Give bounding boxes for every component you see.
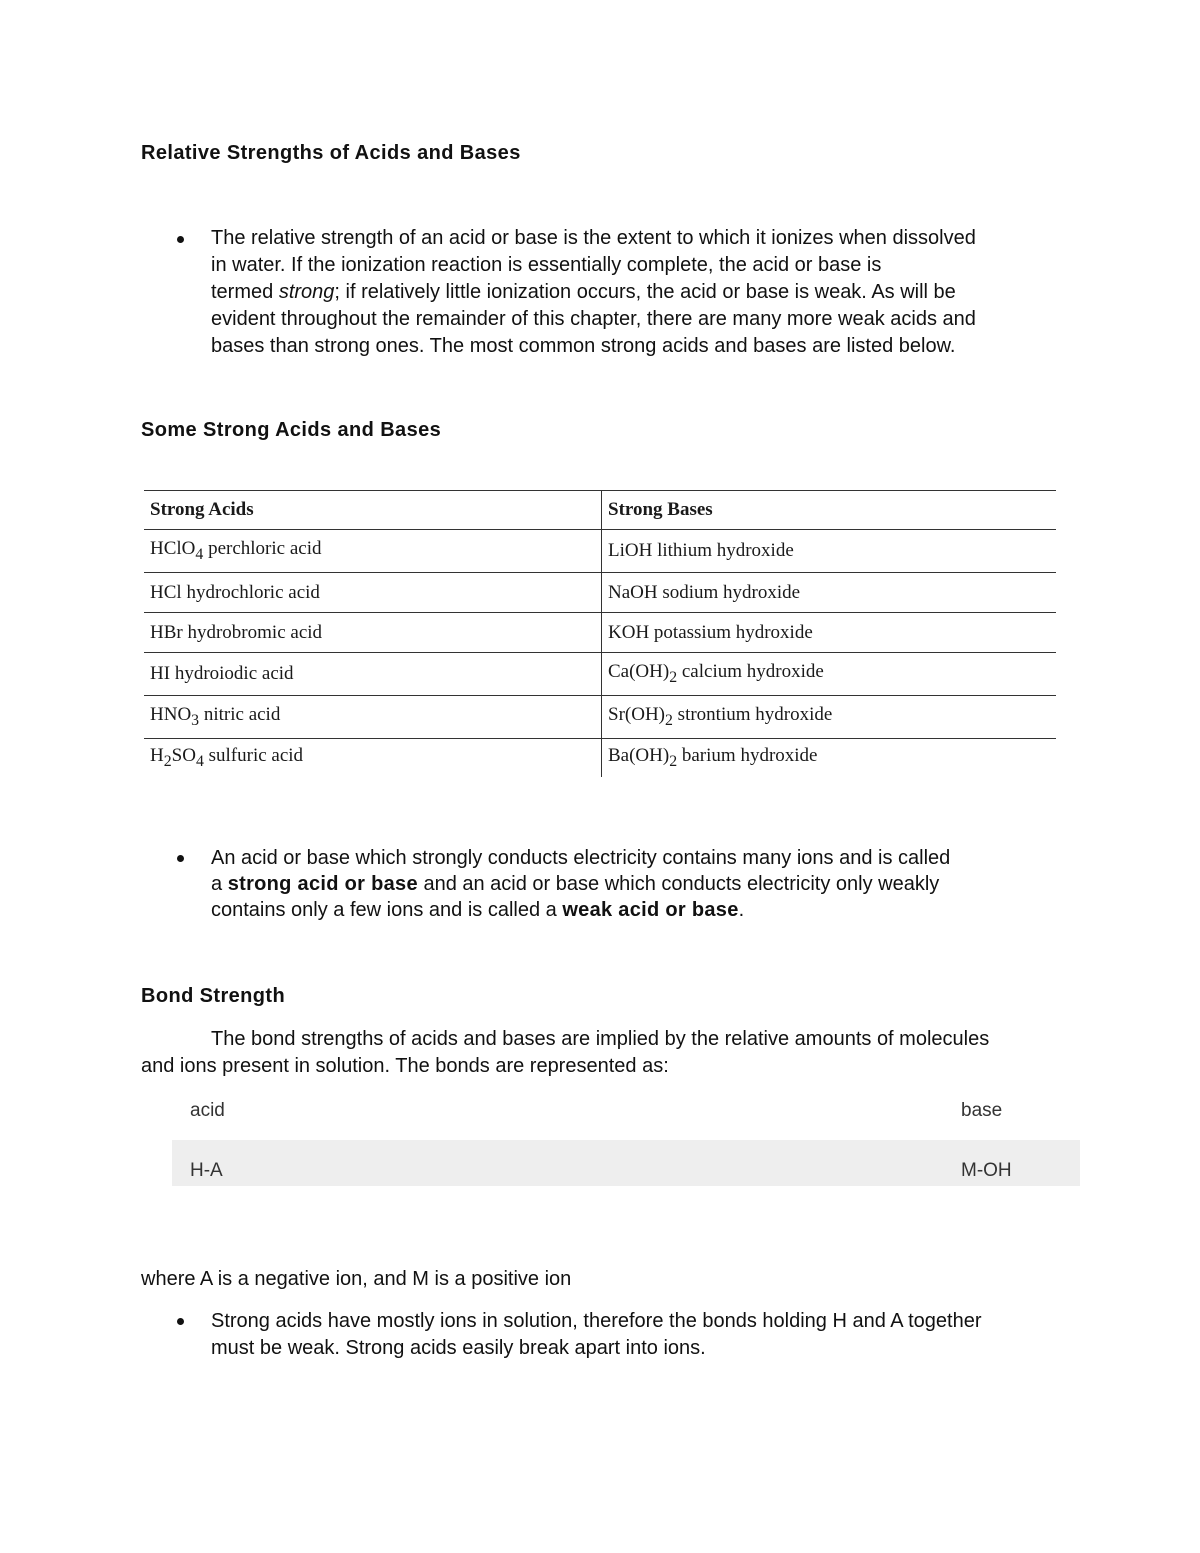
table-row [144, 653, 1056, 696]
subscript: 2 [669, 668, 678, 686]
bond-value-base: M-OH [961, 1160, 1012, 1181]
base-cell [602, 530, 1057, 573]
formula: LiOH [608, 540, 653, 561]
base-cell [602, 739, 1057, 778]
table-row [144, 613, 1056, 653]
bold-weak-acid-or-base: weak acid or base [562, 899, 739, 921]
text-span: termed [211, 281, 279, 303]
acid-cell [144, 573, 602, 613]
bullet-icon [177, 1318, 184, 1325]
text-span: a [211, 873, 228, 895]
text-line: The relative strength of an acid or base is the extent to which it ionizes when dissolved [211, 227, 976, 249]
formula: H [150, 745, 164, 767]
acid-cell [144, 653, 602, 696]
subscript: 4 [195, 545, 204, 563]
compound-name: barium hydroxide [677, 745, 818, 767]
compound-name: perchloric acid [203, 538, 322, 560]
strong-acids-bonds-paragraph [211, 1308, 1111, 1362]
compound-name: nitric acid [199, 704, 281, 726]
text-line: must be weak. Strong acids easily break apart into ions. [211, 1337, 706, 1359]
compound-name: hydrobromic acid [182, 621, 323, 643]
section-title-relative-strengths: Relative Strengths of Acids and Bases [141, 142, 521, 164]
text-span: contains only a few ions and is called a [211, 899, 563, 921]
subscript: 2 [163, 752, 172, 770]
acid-cell [144, 530, 602, 573]
text-line: Strong acids have mostly ions in solution, therefore the bonds holding H and A together [211, 1310, 982, 1332]
base-cell [602, 613, 1057, 653]
header-strong-acids: Strong Acids [144, 491, 602, 530]
text-span: and an acid or base which conducts electricity only weakly [417, 873, 940, 895]
acid-cell [144, 739, 602, 778]
subscript: 2 [669, 752, 678, 770]
subscript: 3 [191, 711, 200, 729]
compound-name: potassium hydroxide [649, 621, 813, 643]
acid-cell [144, 696, 602, 739]
text-line: evident throughout the remainder of this chapter, there are many more weak acids and [211, 308, 976, 330]
compound-name: hydroiodic acid [170, 663, 294, 684]
text-line: bases than strong ones. The most common strong acids and bases are listed below. [211, 335, 956, 357]
text-line: in water. If the ionization reaction is essentially complete, the acid or base is [211, 254, 882, 276]
conductivity-paragraph [211, 845, 1111, 923]
where-line: where A is a negative ion, and M is a positive ion [141, 1268, 572, 1290]
formula: Ba(OH) [608, 745, 670, 767]
text-line [211, 871, 1111, 897]
formula: HI [150, 663, 171, 684]
text-line: An acid or base which strongly conducts electricity contains many ions and is called [211, 847, 951, 869]
bond-para-line2: and ions present in solution. The bonds are represented as: [141, 1055, 669, 1077]
acid-cell [144, 613, 602, 653]
formula: HCl [150, 581, 182, 603]
table-header-row [144, 491, 1056, 530]
compound-name: sodium hydroxide [657, 581, 801, 603]
formula: HClO [150, 538, 196, 560]
table-row [144, 530, 1056, 573]
bullet-icon [177, 236, 184, 243]
base-cell [602, 696, 1057, 739]
formula: HNO [150, 704, 192, 726]
text-span: . [738, 899, 745, 921]
compound-name: hydrochloric acid [181, 581, 320, 603]
bond-para-line1: The bond strengths of acids and bases are implied by the relative amounts of molecules [211, 1028, 990, 1050]
section-title-strong-acids-bases: Some Strong Acids and Bases [141, 419, 442, 441]
formula: SO [171, 745, 196, 767]
bond-value-acid: H-A [190, 1160, 223, 1181]
bond-header-base: base [961, 1100, 1003, 1121]
subscript: 4 [195, 752, 204, 770]
bullet-icon [177, 855, 184, 862]
formula: Sr(OH) [608, 704, 665, 726]
bond-value-row [172, 1140, 1080, 1186]
bold-strong-acid-or-base: strong acid or base [227, 873, 418, 895]
acids-table [144, 490, 1056, 777]
header-strong-bases: Strong Bases [602, 491, 1057, 530]
compound-name: calcium hydroxide [677, 661, 824, 683]
formula: KOH [608, 621, 650, 643]
text-span: ; if relatively little ionization occurs, the acid or base is weak. As will be [334, 281, 956, 303]
formula: HBr [150, 621, 183, 643]
table-row [144, 739, 1056, 778]
text-line [211, 897, 1111, 923]
compound-name: lithium hydroxide [652, 540, 794, 561]
bond-header-acid: acid [190, 1100, 225, 1121]
compound-name: sulfuric acid [203, 745, 304, 767]
compound-name: strontium hydroxide [672, 704, 833, 726]
base-cell [602, 653, 1057, 696]
formula: NaOH [608, 581, 658, 603]
table-row [144, 573, 1056, 613]
relative-strength-paragraph [211, 225, 1111, 360]
section-title-bond-strength: Bond Strength [141, 985, 286, 1007]
bond-representation-table [172, 1094, 1080, 1186]
text-line [211, 279, 1111, 306]
emphasis-strong: strong [278, 281, 335, 303]
table-row [144, 696, 1056, 739]
strong-acids-bases-table [144, 490, 1056, 777]
bond-header-row [172, 1094, 1080, 1140]
subscript: 2 [665, 711, 673, 729]
base-cell [602, 573, 1057, 613]
formula: Ca(OH) [608, 661, 670, 683]
